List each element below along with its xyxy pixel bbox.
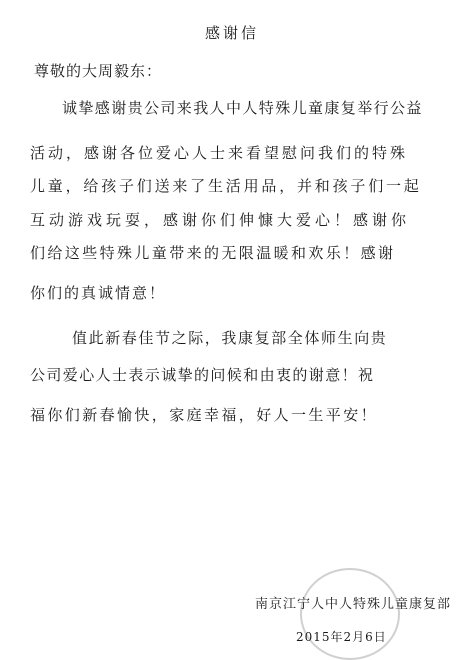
paragraph-2-line: 值此新春佳节之际，我康复部全体师生向贵: [72, 329, 388, 347]
paragraph-1-line: 互动游戏玩耍，感谢你们伸慷大爱心！感谢你: [30, 211, 411, 229]
letter-date: 2015年2月6日: [296, 630, 387, 644]
signature: 南京江宁人中人特殊儿童康复部: [255, 597, 452, 612]
letter-salutation: 尊敬的大周毅东：: [34, 62, 163, 80]
letter-title: 感谢信: [204, 24, 259, 42]
stamp-seal: [300, 568, 400, 660]
paragraph-2-line: 公司爱心人士表示诚挚的问候和由衷的谢意！祝: [30, 366, 375, 384]
paragraph-1-line: 儿童，给孩子们送来了生活用品，并和孩子们一起: [30, 177, 422, 195]
paragraph-1-line: 诚挚感谢贵公司来我人中人特殊儿童康复举行公益: [62, 99, 423, 117]
paragraph-1-line: 你们的真诚情意！: [30, 284, 167, 302]
paragraph-2-line: 福你们新春愉快，家庭幸福，好人一生平安！: [30, 406, 379, 424]
paragraph-1-line: 活动，感谢各位爱心人士来看望慰问我们的特殊: [30, 144, 409, 162]
paragraph-1-line: 们给这些特殊儿童带来的无限温暖和欢乐！感谢: [30, 244, 396, 262]
